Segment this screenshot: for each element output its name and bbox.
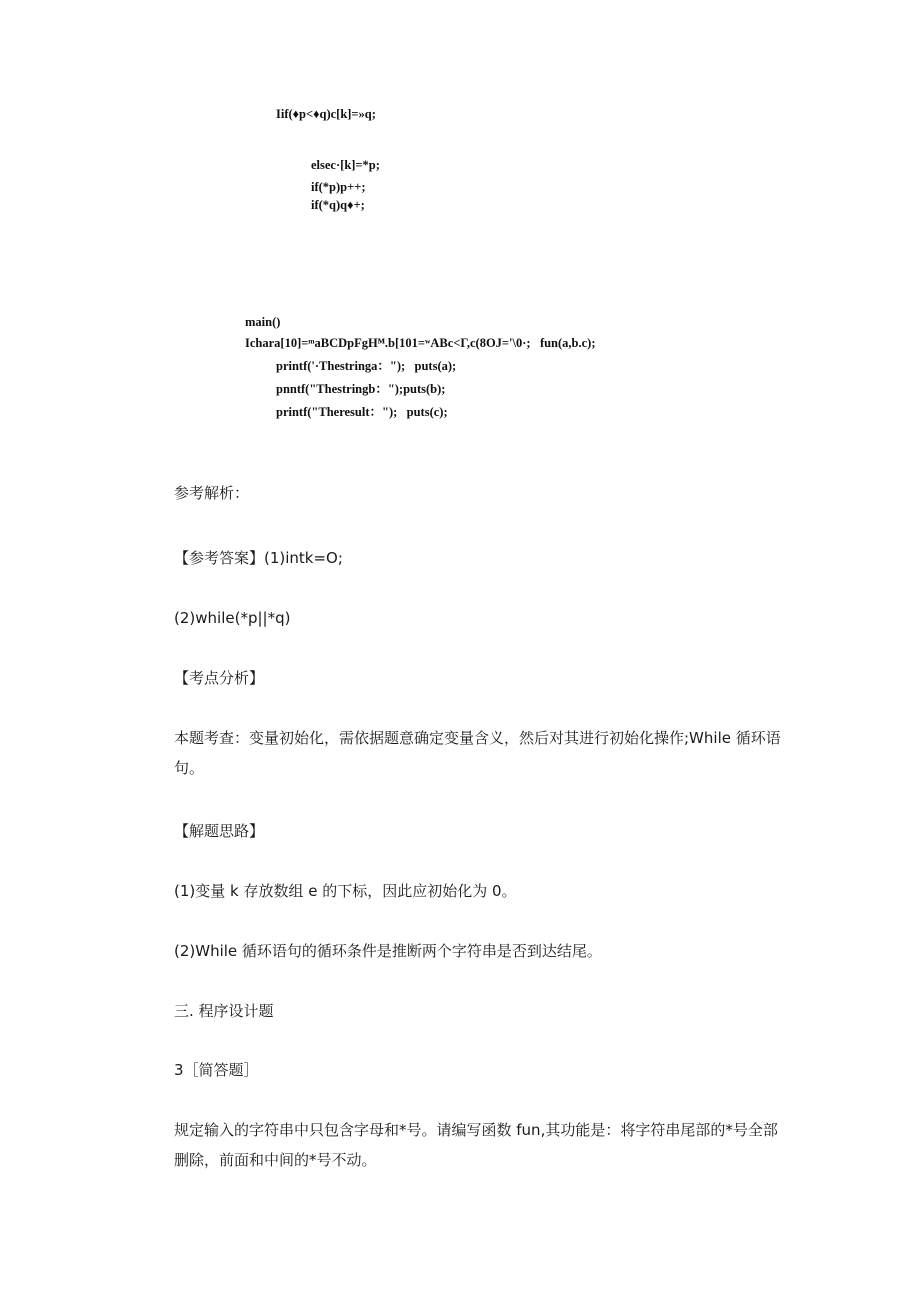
question-title: 3［简答题］ <box>174 1061 259 1079</box>
code-line: elsec·[k]=*p; <box>311 158 380 172</box>
point-analysis-title: 【考点分析】 <box>174 669 265 687</box>
answer-line-1: 【参考答案】(1)intk=O; <box>174 549 343 567</box>
code-line: main() <box>245 315 281 329</box>
solution-idea-1: (1)变量 k 存放数组 e 的下标，因此应初始化为 0。 <box>174 882 517 900</box>
code-line: pnntf("Thestringb：");puts(b); <box>276 382 446 396</box>
code-line: if(*q)q♦+; <box>311 198 365 212</box>
solution-idea-2: (2)While 循环语句的循环条件是推断两个字符串是否到达结尾。 <box>174 942 602 960</box>
solution-idea-title: 【解题思路】 <box>174 822 265 840</box>
code-line: Ichara[10]=ᵐaBCDpFgHᴹ.b[101=ʷABc<Γ,c(8OJ='\0·; fun(a,b.c); <box>245 336 596 350</box>
point-analysis-body: 本题考查：变量初始化，需依据题意确定变量含义，然后对其进行初始化操作;While 循环语句。 <box>174 729 781 777</box>
question-body: 规定输入的字符串中只包含字母和*号。请编写函数 fun,其功能是：将字符串尾部的*号全部删除，前面和中间的*号不动。 <box>174 1121 778 1169</box>
code-line: printf('·Thestringa："); puts(a); <box>276 359 457 373</box>
code-line: printf("Theresult："); puts(c); <box>276 405 448 419</box>
code-line: if(*p)p++; <box>311 180 366 194</box>
section-heading: 三. 程序设计题 <box>174 1002 274 1020</box>
reference-analysis-title: 参考解析： <box>174 484 250 502</box>
code-line: Iif(♦p<♦q)c[k]=»q; <box>276 107 376 121</box>
answer-line-2: (2)while(*p||*q) <box>174 609 291 627</box>
